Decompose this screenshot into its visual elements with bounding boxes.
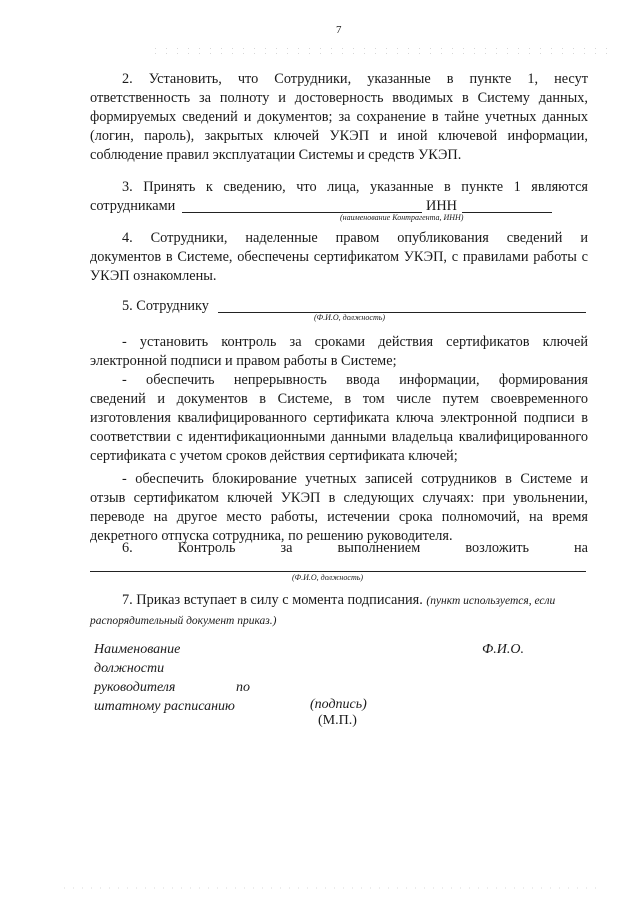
p5-bullet3-first: - обеспечить блокирование учетных записей сотрудников в Системе и: [122, 471, 588, 487]
p5-label: 5. Сотруднику: [122, 298, 209, 314]
p2-body: ответственность за полноту и достоверность вводимых в Систему данных, формируемых сведений и документов; за сохранение в тайне учетных данных (логин, пароль), закрытых ключей УКЭП и иной ключевой информации, соблюдение правил эксплуатации Системы и средств УКЭП.: [90, 90, 588, 163]
position-line-3b: по: [236, 680, 250, 695]
p5-bullet1-first: - установить контроль за сроками действия сертификатов ключей: [122, 334, 588, 350]
signature-placeholder: (подпись): [310, 697, 367, 712]
p7-note: (пункт используется, если распорядительный документ приказ.): [90, 595, 556, 627]
p5-bullet2-rest: сведений и документов в Системе, в том числе путем своевременного изготовления квалифицированного сертификата ключа электронной подписи в соответствии с идентификационными данными владельца квалифицированного сертификата с учетом сроков действия сертификата ключей;: [90, 391, 588, 464]
position-line-2: должности: [94, 661, 165, 676]
page-number: 7: [336, 24, 342, 36]
signer-fio: Ф.И.О.: [482, 642, 524, 657]
p5-bullet3-rest: отзыв сертификатом ключей УКЭП в следующих случаях: при увольнении, переводе на другое место работы, истечении срока полномочий, на время декретного отпуска сотрудника, по решению руководителя.: [90, 490, 588, 544]
p6-caption: (Ф.И.О, должность): [292, 573, 364, 582]
p6-first-line: 6. Контроль за выполнением возложить на: [122, 540, 588, 556]
position-line-4: штатному расписанию: [94, 699, 235, 714]
p4-body: документов в Системе, обеспечены сертификатом УКЭП, с правилами работы с УКЭП ознакомлены.: [90, 249, 588, 284]
p2-first-line: 2. Установить, что Сотрудники, указанные в пункте 1, несут: [122, 71, 588, 87]
position-line-1: Наименование: [94, 642, 181, 657]
scan-noise: [150, 46, 610, 54]
p7-text: 7. Приказ вступает в силу с момента подписания.: [122, 592, 423, 608]
p4-first-line: 4. Сотрудники, наделенные правом опубликования сведений и: [122, 230, 588, 246]
stamp-placeholder: (М.П.): [318, 713, 357, 728]
p6-control-line: [90, 571, 586, 572]
p3-caption: (наименование Контрагента, ИНН): [340, 213, 464, 222]
scan-noise-bottom: [60, 886, 600, 891]
p5-bullet2-first: - обеспечить непрерывность ввода информации, формирования: [122, 372, 588, 388]
p5-caption: (Ф.И.О, должность): [314, 313, 386, 322]
inn-line: [462, 212, 552, 213]
p7: [90, 591, 588, 631]
position-line-3: руководителя: [94, 680, 176, 695]
p5-fio-line: [218, 312, 586, 313]
p5-bullet1-rest: электронной подписи и правом работы в Системе;: [90, 353, 397, 369]
p3-employees-label: сотрудниками: [90, 198, 176, 214]
p3-inn-label: ИНН: [426, 198, 457, 214]
p3-first-line: 3. Принять к сведению, что лица, указанные в пункте 1 являются: [122, 179, 588, 195]
